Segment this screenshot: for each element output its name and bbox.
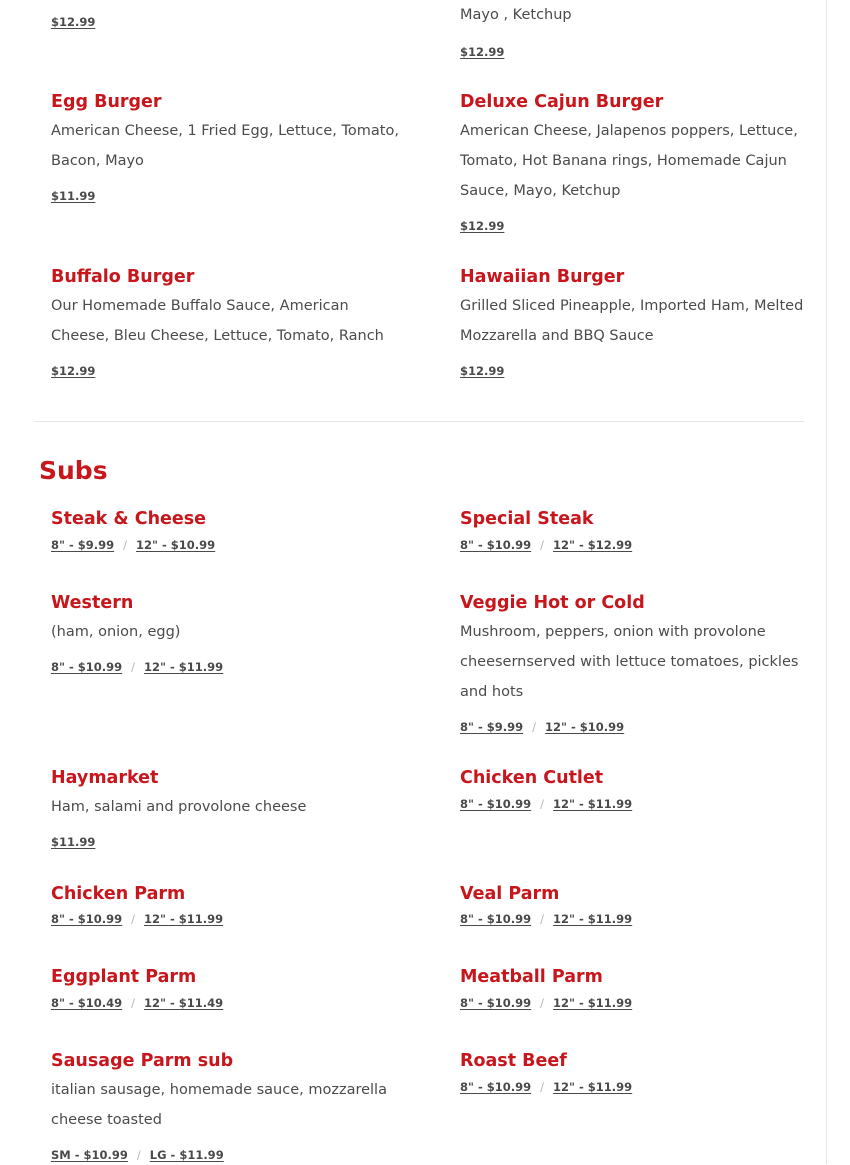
item-name[interactable]: Deluxe Cajun Burger: [460, 92, 664, 112]
item-description: American Cheese, Jalapenos poppers, Lettuce, Tomato, Hot Banana rings, Homemade Cajun Sauce, Mayo, Ketchup: [460, 123, 798, 199]
menu-item[interactable]: [51, 505, 401, 555]
item-price[interactable]: $11.99: [51, 189, 96, 203]
item-price[interactable]: $11.99: [51, 835, 96, 849]
price-separator: /: [540, 538, 545, 552]
menu-item[interactable]: [51, 880, 401, 929]
price-small[interactable]: 8" - $9.99: [460, 720, 524, 734]
price-separator: /: [136, 1148, 141, 1162]
menu-item[interactable]: [51, 589, 401, 677]
menu-item[interactable]: [460, 880, 810, 929]
price-separator: /: [532, 720, 537, 734]
menu-item[interactable]: [51, 1047, 401, 1165]
price-separator: /: [131, 996, 136, 1010]
item-description: American Cheese, 1 Fried Egg, Lettuce, Tomato, Bacon, Mayo: [51, 123, 399, 169]
menu-item[interactable]: [460, 764, 810, 814]
item-price[interactable]: $12.99: [51, 15, 96, 29]
item-description: Our Homemade Buffalo Sauce, American Cheese, Bleu Cheese, Lettuce, Tomato, Ranch: [51, 298, 384, 344]
item-description: Mushroom, peppers, onion with provolone cheesernserved with lettuce tomatoes, pickles and hots: [460, 624, 799, 700]
menu-item[interactable]: [51, 764, 401, 852]
item-name[interactable]: Buffalo Burger: [51, 267, 195, 287]
price-large[interactable]: 12" - $11.99: [144, 912, 224, 926]
item-description: (ham, onion, egg): [51, 624, 181, 640]
price-small[interactable]: 8" - $10.99: [51, 660, 123, 674]
item-price[interactable]: $12.99: [460, 364, 505, 378]
price-large[interactable]: 12" - $11.99: [553, 996, 633, 1010]
price-small[interactable]: 8" - $10.99: [460, 912, 532, 926]
price-separator: /: [540, 996, 545, 1010]
section-title-subs: Subs: [39, 456, 108, 485]
menu-item[interactable]: [460, 88, 810, 236]
price-separator: /: [540, 797, 545, 811]
item-name[interactable]: Haymarket: [51, 768, 159, 788]
price-large[interactable]: 12" - $10.99: [136, 538, 216, 552]
menu-item[interactable]: [460, 589, 810, 737]
price-separator: /: [131, 912, 136, 926]
item-name[interactable]: Veal Parm: [460, 884, 560, 904]
item-name[interactable]: Hawaiian Burger: [460, 267, 625, 287]
item-price[interactable]: $12.99: [460, 219, 505, 233]
item-price[interactable]: $12.99: [460, 45, 505, 59]
menu-item[interactable]: [460, 505, 810, 555]
item-description: italian sausage, homemade sauce, mozzarella cheese toasted: [51, 1082, 387, 1128]
item-price[interactable]: $12.99: [51, 364, 96, 378]
menu-item[interactable]: [460, 1047, 810, 1097]
price-small[interactable]: 8" - $9.99: [51, 538, 115, 552]
price-large[interactable]: 12" - $11.99: [553, 1080, 633, 1094]
price-large[interactable]: 12" - $12.99: [553, 538, 633, 552]
item-description: Mayo , Ketchup: [460, 7, 572, 23]
item-name[interactable]: Sausage Parm sub: [51, 1051, 234, 1071]
price-separator: /: [123, 538, 128, 552]
item-name[interactable]: Eggplant Parm: [51, 967, 197, 987]
price-small[interactable]: 8" - $10.99: [460, 797, 532, 811]
menu-item[interactable]: [51, 88, 401, 206]
item-name[interactable]: Egg Burger: [51, 92, 162, 112]
price-large[interactable]: LG - $11.99: [149, 1148, 224, 1162]
price-large[interactable]: 12" - $11.49: [144, 996, 224, 1010]
price-large[interactable]: 12" - $11.99: [144, 660, 224, 674]
item-name[interactable]: Chicken Cutlet: [460, 768, 604, 788]
item-name[interactable]: Veggie Hot or Cold: [460, 593, 645, 613]
item-name[interactable]: Chicken Parm: [51, 884, 186, 904]
price-small[interactable]: SM - $10.99: [51, 1148, 128, 1162]
price-separator: /: [540, 912, 545, 926]
price-small[interactable]: 8" - $10.99: [460, 1080, 532, 1094]
item-name[interactable]: Steak & Cheese: [51, 509, 207, 529]
price-separator: /: [131, 660, 136, 674]
price-large[interactable]: 12" - $10.99: [545, 720, 625, 734]
menu-item-partial-right[interactable]: [460, 0, 810, 62]
item-name[interactable]: Special Steak: [460, 509, 594, 529]
price-large[interactable]: 12" - $11.99: [553, 797, 633, 811]
menu-item[interactable]: [51, 963, 401, 1013]
item-name[interactable]: Meatball Parm: [460, 967, 603, 987]
item-description: Ham, salami and provolone cheese: [51, 799, 307, 815]
price-large[interactable]: 12" - $11.99: [553, 912, 633, 926]
menu-item[interactable]: [51, 263, 401, 381]
menu-item[interactable]: [460, 963, 810, 1013]
item-name[interactable]: Western: [51, 593, 134, 613]
item-description: Grilled Sliced Pineapple, Imported Ham, Melted Mozzarella and BBQ Sauce: [460, 298, 804, 344]
price-small[interactable]: 8" - $10.99: [460, 538, 532, 552]
menu-item-partial-left[interactable]: [51, 0, 401, 32]
price-small[interactable]: 8" - $10.99: [51, 912, 123, 926]
item-name[interactable]: Roast Beef: [460, 1051, 567, 1071]
page-right-border: [826, 0, 827, 1164]
price-small[interactable]: 8" - $10.99: [460, 996, 532, 1010]
section-divider: [35, 421, 804, 422]
price-separator: /: [540, 1080, 545, 1094]
price-small[interactable]: 8" - $10.49: [51, 996, 123, 1010]
menu-item[interactable]: [460, 263, 810, 381]
